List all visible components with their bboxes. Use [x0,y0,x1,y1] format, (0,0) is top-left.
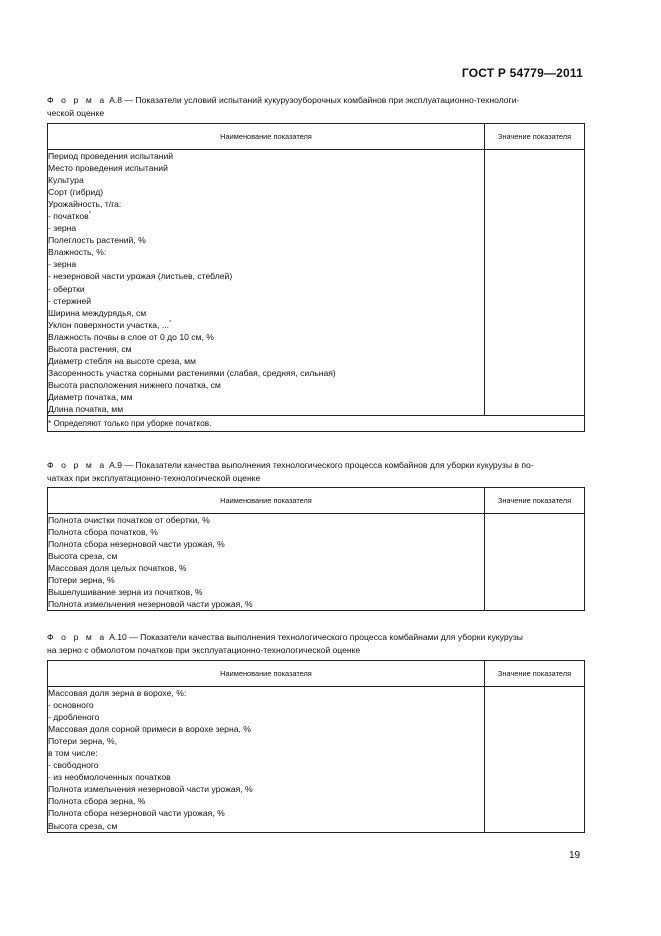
list-item: Урожайность, т/га: [48,199,122,210]
list-item: Полнота очистки початков от обертки, % [48,515,210,525]
form-a9-label: Ф о р м а [47,460,107,470]
table-header-row [48,488,585,514]
table-body-row [48,687,585,833]
list-item: Засоренность участка сорными растениями (слабая, средняя, сильная) [48,367,336,378]
list-item: Длина початка, мм [48,403,124,414]
footnote: * Определяют только при уборке початков. [48,416,585,432]
superscript-mark: ° [169,319,172,326]
list-item: Высота расположения нижнего початка, см [48,379,221,390]
list-item: Уклон поверхности участка, ...° [48,319,172,330]
form-a8-title: А.8 — Показатели условий испытаний кукурузоуборочных комбайнов при эксплуатационно-технологи- [109,95,520,105]
list-item: - стержней [48,295,92,306]
list-item: - дробленого [48,712,100,723]
form-a10-label: Ф о р м а [47,632,107,642]
page-number: 19 [569,850,581,861]
list-item: Влажность, %: [48,247,107,258]
value-cell [485,150,585,416]
list-item: Полнота измельчения незерновой части урожая, % [48,784,253,795]
form-a9-table [47,487,585,611]
form-a9-caption-line1 [47,459,583,472]
column-header-value: Значение показателя [485,488,585,514]
value-cell [485,687,585,833]
list-item: Полнота сбора незерновой части урожая, % [48,539,225,550]
list-item: Сорт (гибрид) [48,187,104,198]
list-item: - из необмолоченных початков [48,772,171,783]
table-body-row [48,150,585,416]
table-body-row [48,514,585,611]
list-item: Диаметр початка, мм [48,391,133,402]
list-item: Период проведения испытаний [48,151,174,161]
form-a10-caption-line2: на зерно с обмолотом початков при эксплуатационно-технологической оценке [47,644,361,655]
list-item: Вышелушивание зерна из початков, % [48,587,203,598]
form-a10-caption [47,631,583,656]
value-cell [485,514,585,611]
list-item: Влажность почвы в слое от 0 до 10 см, % [48,331,214,342]
form-a8-table [47,123,585,432]
list-item: Массовая доля целых початков, % [48,563,187,574]
column-header-name: Наименование показателя [48,661,485,687]
column-header-value: Значение показателя [485,661,585,687]
column-header-name: Наименование показателя [48,488,485,514]
column-header-value: Значение показателя [485,124,585,150]
list-item: - зерна [48,259,77,270]
table-header-row [48,661,585,687]
list-item: Потери зерна, %, [48,736,118,747]
list-item: Культура [48,175,84,186]
table-header-row [48,124,585,150]
list-item: Полнота сбора незерновой части урожая, % [48,808,225,819]
form-a10-caption-line1 [47,631,583,644]
form-a8-label: Ф о р м а [47,95,107,105]
form-a8-caption-line2: ческой оценке [47,107,105,118]
list-item: - незерновой части урожая (листьев, стеблей) [48,271,233,282]
list-item: - початков* [48,211,91,222]
list-item: Полнота сбора початков, % [48,527,158,538]
indicator-list [48,514,485,611]
form-a9-caption-line2: чатках при эксплуатационно-технологической оценке [47,472,261,483]
list-item: Диаметр стебля на высоте среза, мм [48,355,196,366]
list-item: Потери зерна, % [48,575,115,586]
form-a8-caption-line1 [47,94,583,107]
list-item: Ширина междурядья, см [48,307,147,318]
indicator-list [48,687,485,833]
form-a9-title: А.9 — Показатели качества выполнения технологического процесса комбайнов для уборки кукурузы в по- [109,460,534,470]
form-a9-caption [47,459,583,484]
column-header-name: Наименование показателя [48,124,485,150]
list-item: - свободного [48,760,99,771]
list-item: Полнота измельчения незерновой части урожая, % [48,599,253,610]
table-footnote-row [48,416,585,432]
list-item: Массовая доля зерна в ворохе, %: [48,688,187,698]
form-a8-caption [47,94,583,119]
list-item: в том числе: [48,748,98,759]
form-a10-table [47,660,585,833]
indicator-list [48,150,485,416]
form-a10-title: А.10 — Показатели качества выполнения технологического процесса комбайнами для уборки кукурузы [109,632,523,642]
list-item: Высота среза, см [48,551,118,562]
list-item: Полеглость растений, % [48,235,146,246]
list-item: Высота растения, см [48,343,132,354]
list-item: - основного [48,700,94,711]
list-item: Высота среза, см [48,820,118,831]
superscript-mark: * [88,211,91,218]
document-standard-number: ГОСТ Р 54779—2011 [461,66,583,80]
list-item: Полнота сбора зерна, % [48,796,146,807]
list-item: Место проведения испытаний [48,163,168,174]
list-item: - зерна [48,223,77,234]
list-item: Массовая доля сорной примеси в ворохе зерна, % [48,724,251,735]
list-item: - обертки [48,283,85,294]
